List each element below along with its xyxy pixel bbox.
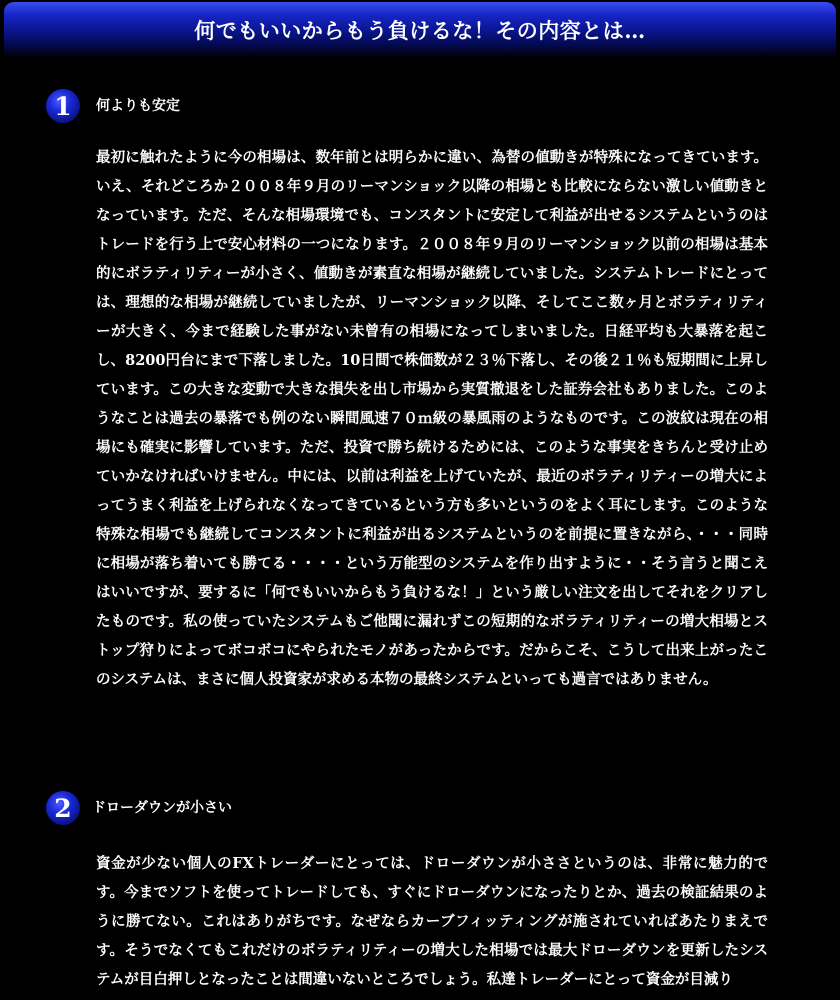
page-title: 何でもいいからもう負けるな！その内容とは…: [194, 18, 646, 43]
section-title: ドローダウンが小さい: [92, 800, 232, 816]
section-drawdown: [0, 790, 840, 988]
section-body-text: 最初に触れたように今の相場は、数年前とは明らかに違い、為替の値動きが特殊になってきています。いえ、それどころか２００８年９月のリーマンショック以降の相場とも比較にならない激しい値動きとなっています。ただ、そんな相場環境でも、コンスタントに安定して利益が出せるシステムというのはトレードを行う上で安心材料の一つになります。２００８年９月のリーマンショック以前の相場は基本的にボラティリティーが小さく、値動きが素直な相場が継続していました。システムトレードにとっては、理想的な相場が継続していましたが、リーマンショック以降、そしてここ数ヶ月とボラティリティーが大きく、今まで経験した事がない未曾有の相場になってしまいました。日経平均も大暴落を起こし、8200円台にまで下落しました。10日間で株価数が２３％下落し、その後２１％も短期間に上昇しています。この大きな変動で大きな損失を出し市場から実質撤退をした証券会社もありました。このようなことは過去の暴落でも例のない瞬間風速７０ｍ級の暴風雨のようなものです。この波紋は現在の相場にも確実に影響しています。ただ、投資で勝ち続けるためには、このような事実をきちんと受け止めていかなければいけません。中には、以前は利益を上げていたが、最近のボラティリティーの増大によってうまく利益を上げられなくなってきているという方も多いというのをよく耳にします。このような特殊な相場でも継続してコンスタントに利益が出るシステムというのを前提に置きながら、・・・同時に相場が落ち着いても勝てる・・・・という万能型のシステムを作り出すように・・そう言うと聞こえはいいですが、要するに「何でもいいからもう負けるな！」という厳しい注文を出してそれをクリアしたものです。私の使っていたシステムもご他聞に漏れずこの短期的なボラティリティーの増大相場とストップ狩りによってボコボコにやられたモノがあったからです。だからこそ、こうして出来上がったこのシステムは、まさに個人投資家が求める本物の最終システムといっても過言ではありません。: [96, 149, 768, 688]
section-stability: [0, 88, 840, 688]
section-body-text: 資金が少ない個人のFXトレーダーにとっては、ドローダウンが小ささというのは、非常に魅力的です。今までソフトを使ってトレードしても、すぐにドローダウンになったりとか、過去の検証結果のように勝てない。これはありがちです。なぜならカーブフィッティングが施されていればあたりまえです。そうでなくてもこれだけのボラティリティーの増大した相場では最大ドローダウンを更新したシステムが目白押しとなったことは間違いないところでしょう。私達トレーダーにとって資金が目減り: [96, 855, 768, 988]
title-banner: [4, 2, 836, 58]
section-header: [0, 88, 840, 128]
section-header: [0, 790, 840, 830]
section-title: 何よりも安定: [96, 98, 180, 114]
section-number-badge: 2: [46, 791, 80, 825]
section-number-badge: 1: [46, 89, 80, 123]
